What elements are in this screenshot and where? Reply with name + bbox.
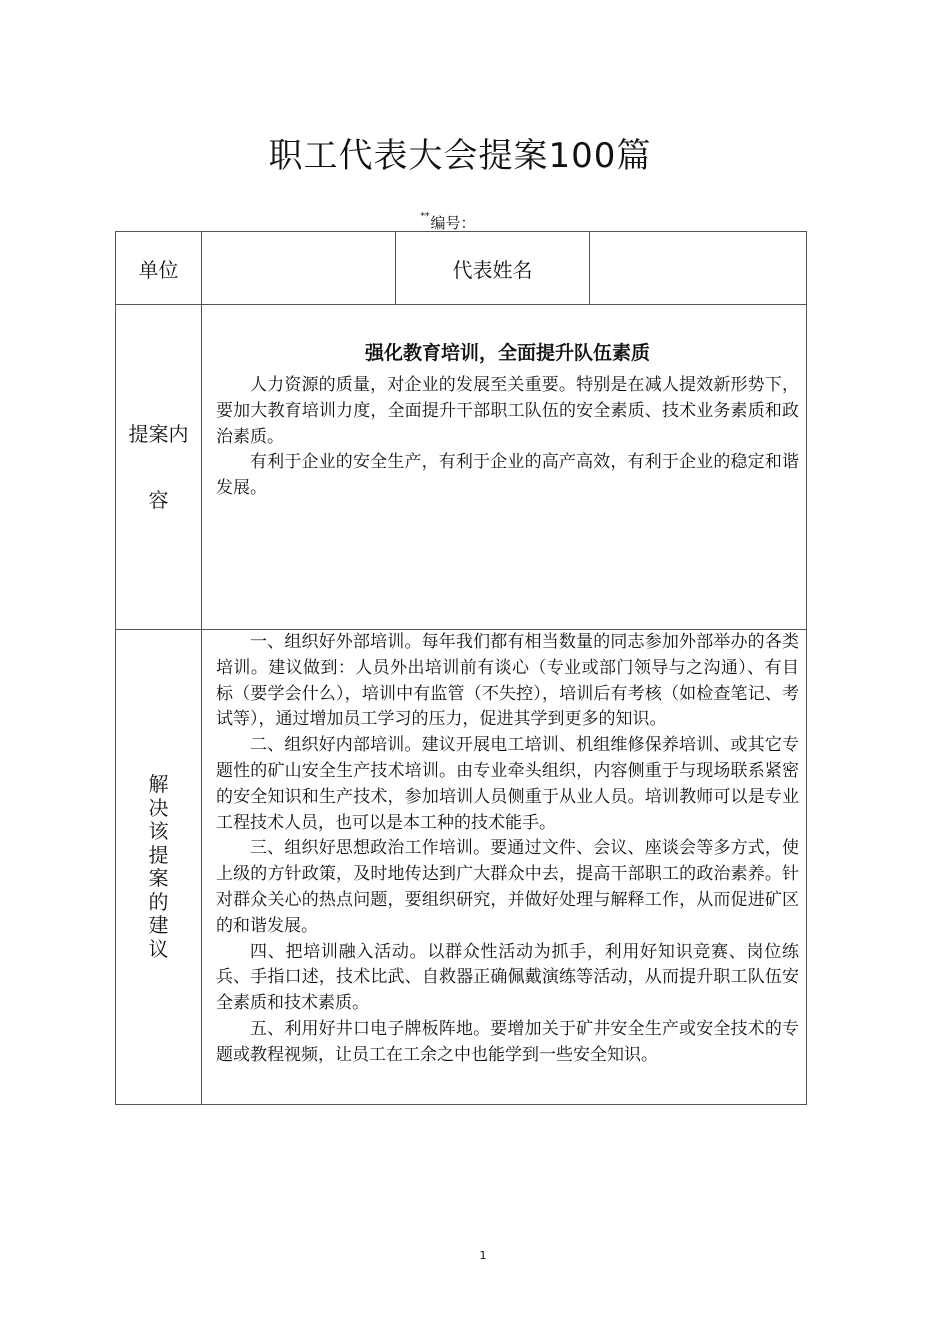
suggestion-cell xyxy=(202,630,807,1105)
header-row xyxy=(116,232,807,305)
content-cell xyxy=(202,305,807,630)
rep-name-value-cell[interactable] xyxy=(590,232,807,305)
content-paragraph: 人力资源的质量，对企业的发展至关重要。特别是在减人提效新形势下，要加大教育培训力度，全面提升干部职工队伍的安全素质、技术业务素质和政治素质。 xyxy=(216,375,799,447)
serial-label: 编号： xyxy=(430,214,476,232)
suggestion-paragraph: 五、利用好井口电子牌板阵地。要增加关于矿井安全生产或安全技术的专题或教程视频，让员工在工余之中也能学到一些安全知识。 xyxy=(216,1018,799,1065)
content-label-cell xyxy=(116,305,202,630)
unit-label-cell xyxy=(116,232,202,305)
suggestion-label-cell xyxy=(116,630,202,1105)
content-label: 提案内容 xyxy=(128,422,189,512)
content-paragraph: 有利于企业的安全生产，有利于企业的高产高效，有利于企业的稳定和谐发展。 xyxy=(216,452,799,499)
page-number: 1 xyxy=(479,1249,487,1262)
serial-mark: ** xyxy=(420,212,430,222)
proposal-table xyxy=(115,231,807,1105)
suggestion-label: 解决该提案的建议 xyxy=(148,772,169,961)
content-row xyxy=(116,305,807,630)
rep-name-label-cell xyxy=(396,232,590,305)
rep-name-label: 代表姓名 xyxy=(452,257,533,282)
unit-value-cell[interactable] xyxy=(202,232,396,305)
suggestion-paragraph: 三、组织好思想政治工作培训。要通过文件、会议、座谈会等多方式，使上级的方针政策，及时地传达到广大群众中去，提高干部职工的政治素养。针对群众关心的热点问题，要组织研究，并做好处理与解释工作，从而促进矿区的和谐发展。 xyxy=(216,838,799,936)
suggestion-paragraph: 一、组织好外部培训。每年我们都有相当数量的同志参加外部举办的各类培训。建议做到：人员外出培训前有谈心（专业或部门领导与之沟通）、有目标（要学会什么），培训中有监管（不失控），培训后有考核（如检查笔记、考试等），通过增加员工学习的压力，促进其学到更多的知识。 xyxy=(216,632,799,730)
suggestion-row xyxy=(116,630,807,1105)
document-title: 职工代表大会提案100篇 xyxy=(268,136,652,176)
serial-number-line xyxy=(0,212,896,233)
unit-label: 单位 xyxy=(138,257,179,282)
proposal-title: 强化教育培训，全面提升队伍素质 xyxy=(364,342,650,364)
suggestion-paragraph: 四、把培训融入活动。以群众性活动为抓手，利用好知识竞赛、岗位练兵、手指口述，技术比武、自救器正确佩戴演练等活动，从而提升职工队伍安全素质和技术素质。 xyxy=(216,941,799,1014)
suggestion-paragraph: 二、组织好内部培训。建议开展电工培训、机组维修保养培训、或其它专题性的矿山安全生产技术培训。由专业牵头组织，内容侧重于与现场联系紧密的安全知识和生产技术，参加培训人员侧重于从业人员。培训教师可以是专业工程技术人员，也可以是本工种的技术能手。 xyxy=(216,735,799,833)
